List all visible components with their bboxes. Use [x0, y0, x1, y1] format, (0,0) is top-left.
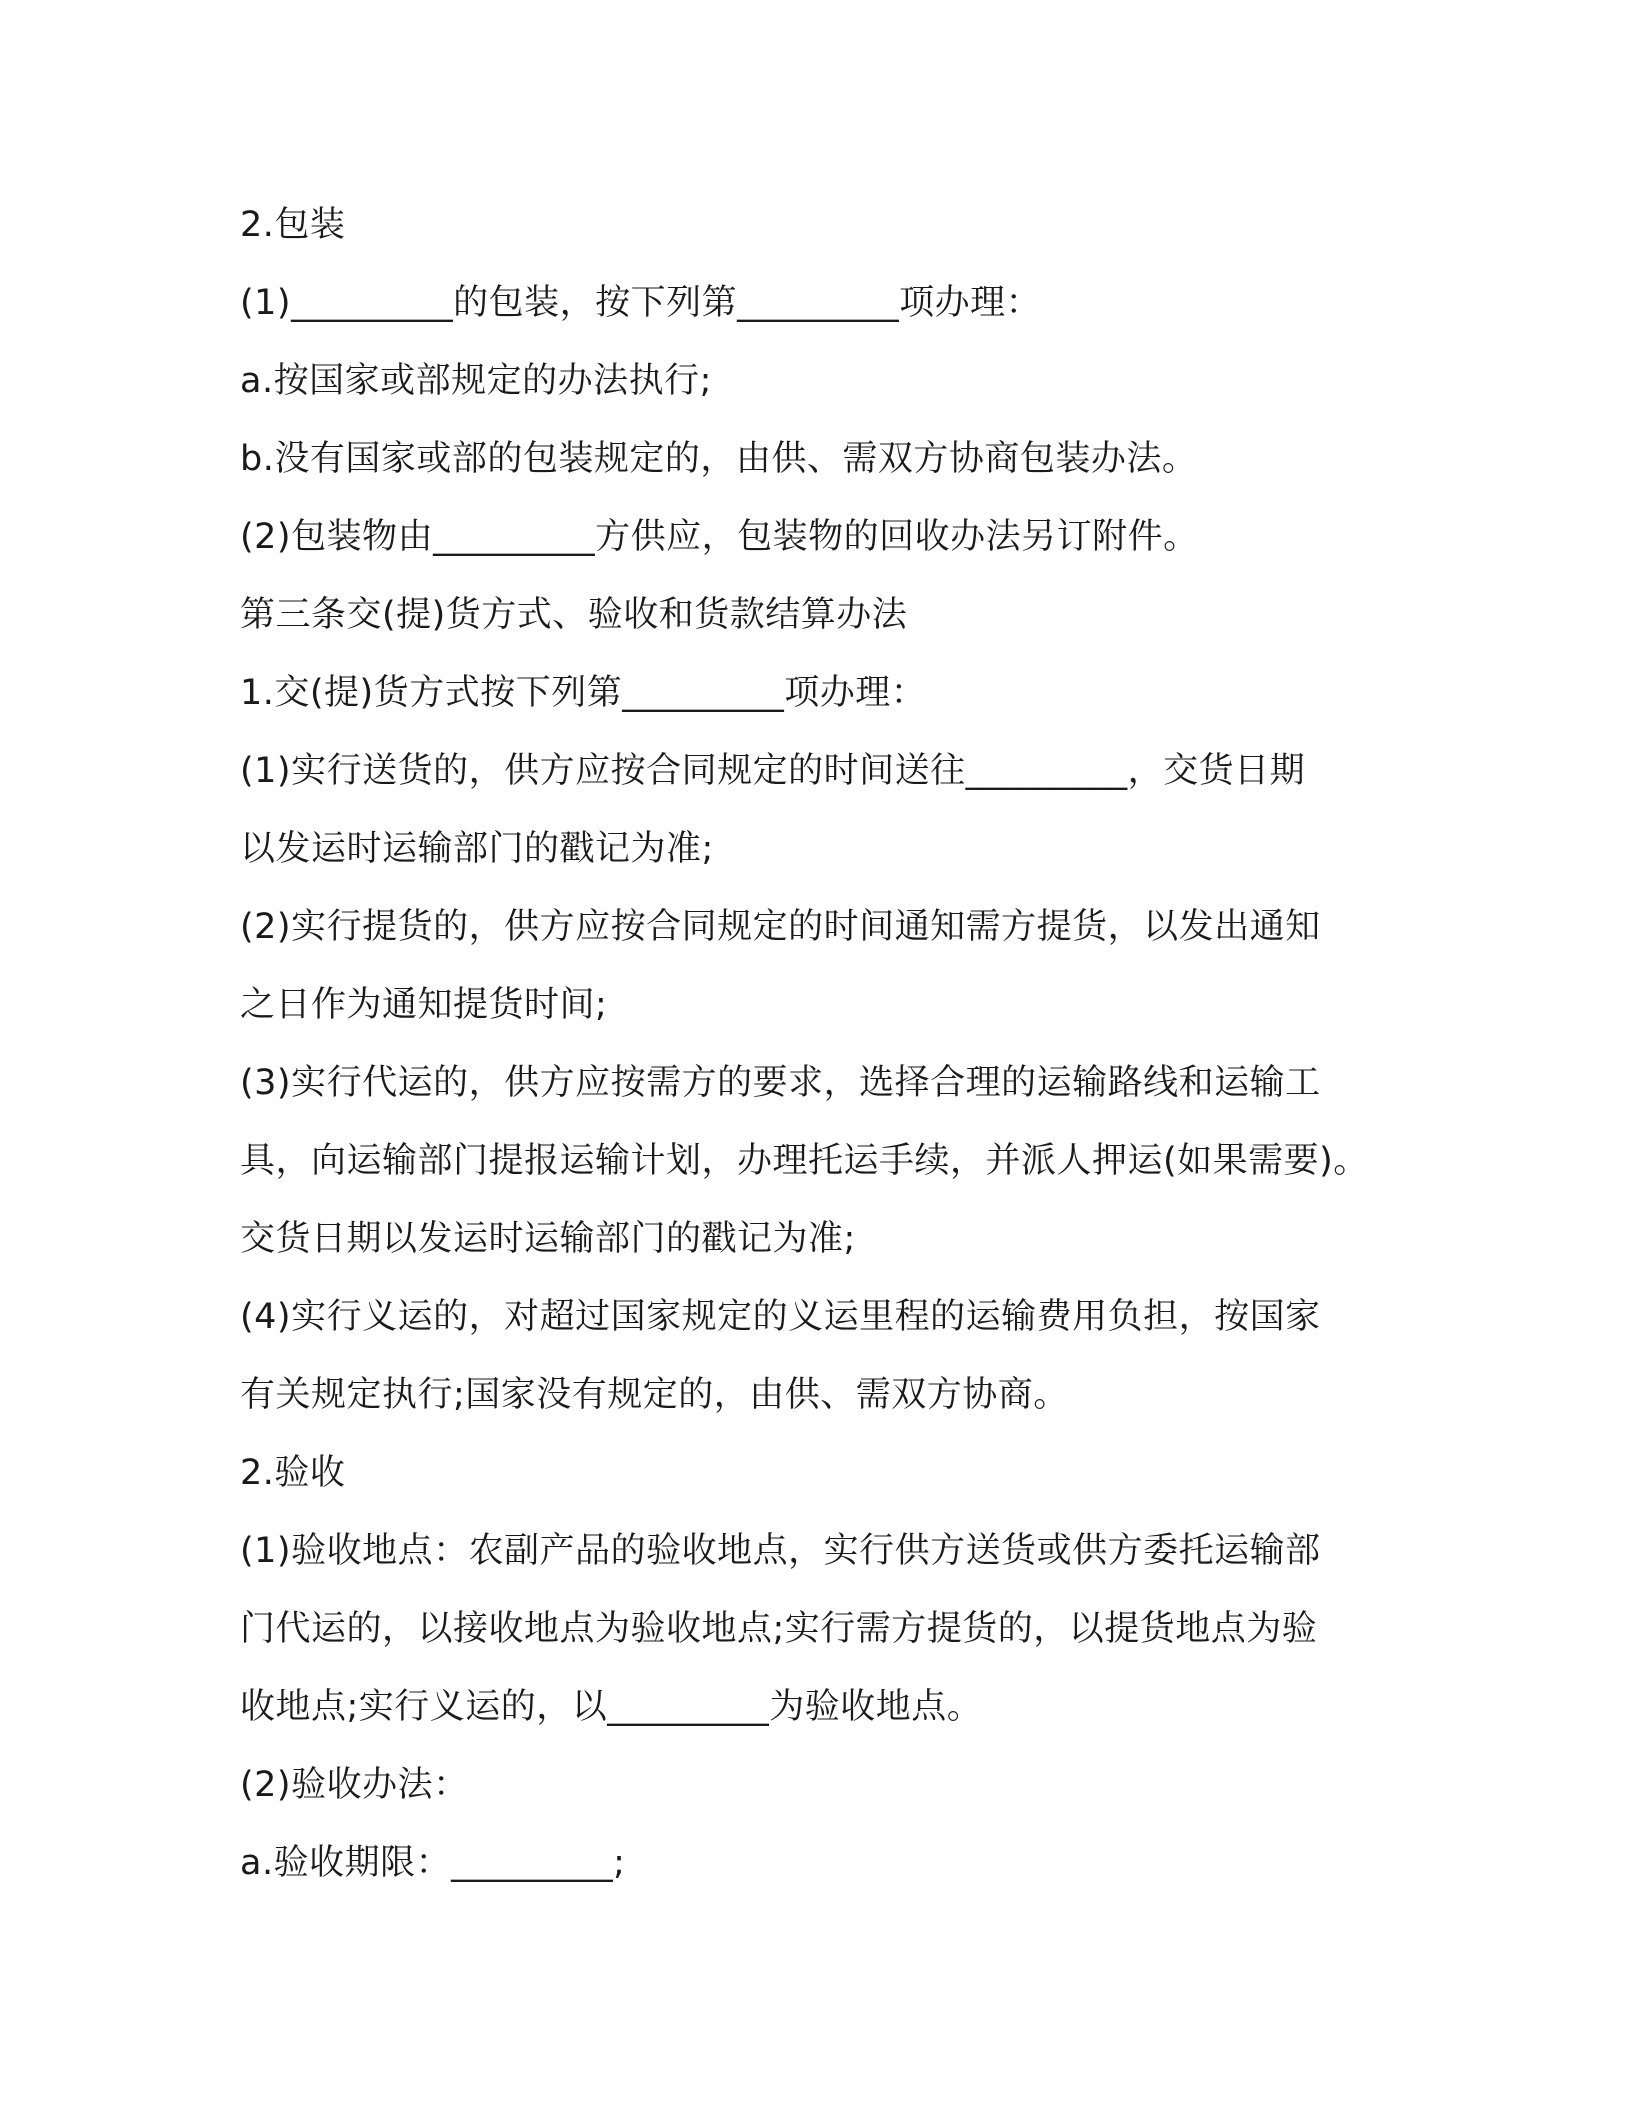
article-heading: 第三条交(提)货方式、验收和货款结算办法	[240, 595, 908, 635]
text-line: 1.交(提)货方式按下列第_________项办理：	[240, 673, 927, 713]
document-body	[240, 186, 1400, 1902]
text-line: 交货日期以发运时运输部门的戳记为准;	[240, 1219, 856, 1259]
text-line: 之日作为通知提货时间;	[240, 985, 608, 1025]
section-heading-inspection: 2.验收	[240, 1453, 346, 1493]
text-line: a.按国家或部规定的办法执行;	[240, 361, 712, 401]
text-line: (1)_________的包装，按下列第_________项办理：	[240, 283, 1042, 323]
text-line: a.验收期限：_________;	[240, 1843, 626, 1883]
text-line: 以发运时运输部门的戳记为准;	[240, 829, 714, 869]
text-line: (2)验收办法：	[240, 1765, 469, 1805]
text-line: (3)实行代运的，供方应按需方的要求，选择合理的运输路线和运输工	[240, 1063, 1321, 1103]
text-line: (1)验收地点：农副产品的验收地点，实行供方送货或供方委托运输部	[240, 1531, 1321, 1571]
text-line: (1)实行送货的，供方应按合同规定的时间送往_________，交货日期	[240, 751, 1306, 791]
text-line: (2)实行提货的，供方应按合同规定的时间通知需方提货，以发出通知	[240, 907, 1321, 947]
text-line: (4)实行义运的，对超过国家规定的义运里程的运输费用负担，按国家	[240, 1297, 1321, 1337]
text-line: 门代运的，以接收地点为验收地点;实行需方提货的，以提货地点为验	[240, 1609, 1318, 1649]
text-line: 具，向运输部门提报运输计划，办理托运手续，并派人押运(如果需要)。	[240, 1141, 1369, 1181]
section-heading-packaging: 2.包装	[240, 205, 346, 245]
text-line: 收地点;实行义运的，以_________为验收地点。	[240, 1687, 983, 1727]
text-line: (2)包装物由_________方供应，包装物的回收办法另订附件。	[240, 517, 1199, 557]
text-line: 有关规定执行;国家没有规定的，由供、需双方协商。	[240, 1375, 1069, 1415]
text-line: b.没有国家或部的包装规定的，由供、需双方协商包装办法。	[240, 439, 1198, 479]
